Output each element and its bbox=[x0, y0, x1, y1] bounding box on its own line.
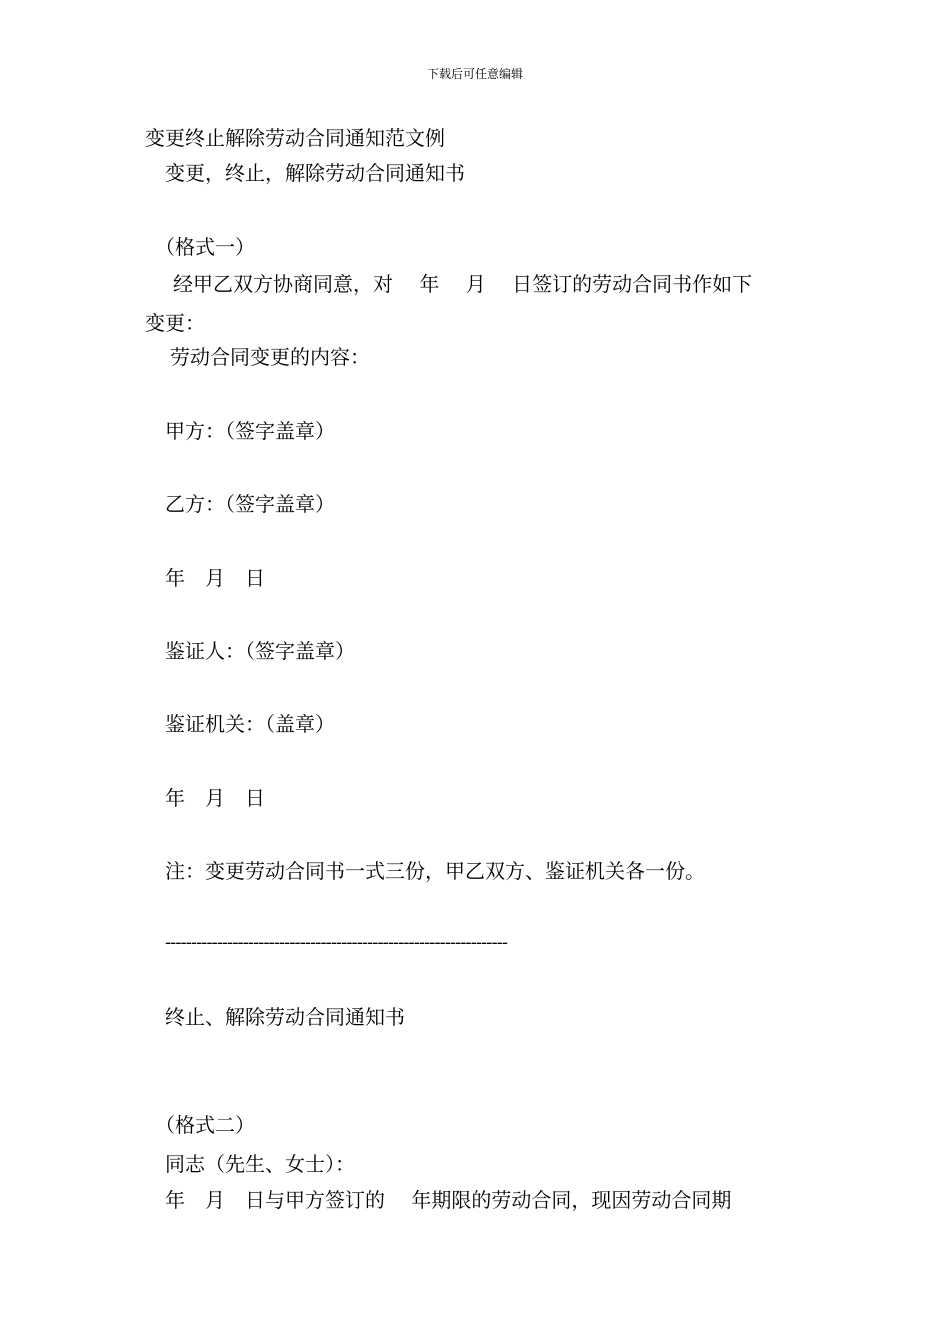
party-b-signature-line: 乙方：（签字盖章） bbox=[165, 492, 335, 516]
party-a-signature-line: 甲方：（签字盖章） bbox=[165, 419, 335, 443]
format-two-label: （格式二） bbox=[155, 1113, 255, 1137]
format-two-paragraph-line-1: 年 月 日与甲方签订的 年期限的劳动合同，现因劳动合同期 bbox=[165, 1188, 732, 1212]
date-line-2: 年 月 日 bbox=[165, 786, 265, 810]
format-one-label: （格式一） bbox=[155, 235, 255, 259]
page-header-note: 下载后可任意编辑 bbox=[426, 67, 523, 81]
termination-notice-title: 终止、解除劳动合同通知书 bbox=[165, 1005, 405, 1029]
witness-org-stamp-line: 鉴证机关：（盖章） bbox=[165, 712, 335, 736]
date-line-1: 年 月 日 bbox=[165, 566, 265, 590]
copies-note: 注：变更劳动合同书一式三份，甲乙双方、鉴证机关各一份。 bbox=[165, 859, 705, 883]
change-content-label: 劳动合同变更的内容： bbox=[170, 345, 370, 369]
document-subtitle: 变更，终止，解除劳动合同通知书 bbox=[165, 161, 465, 185]
witness-signature-line: 鉴证人：（签字盖章） bbox=[165, 639, 355, 663]
format-one-paragraph-line-1: 经甲乙双方协商同意，对 年 月 日签订的劳动合同书作如下 bbox=[173, 272, 753, 296]
section-separator: ------------------------------------------------------------------ bbox=[165, 932, 508, 953]
document-title: 变更终止解除劳动合同通知范文例 bbox=[145, 126, 445, 150]
salutation-line: 同志（先生、女士）： bbox=[165, 1152, 355, 1176]
format-one-paragraph-line-2: 变更： bbox=[145, 311, 205, 335]
